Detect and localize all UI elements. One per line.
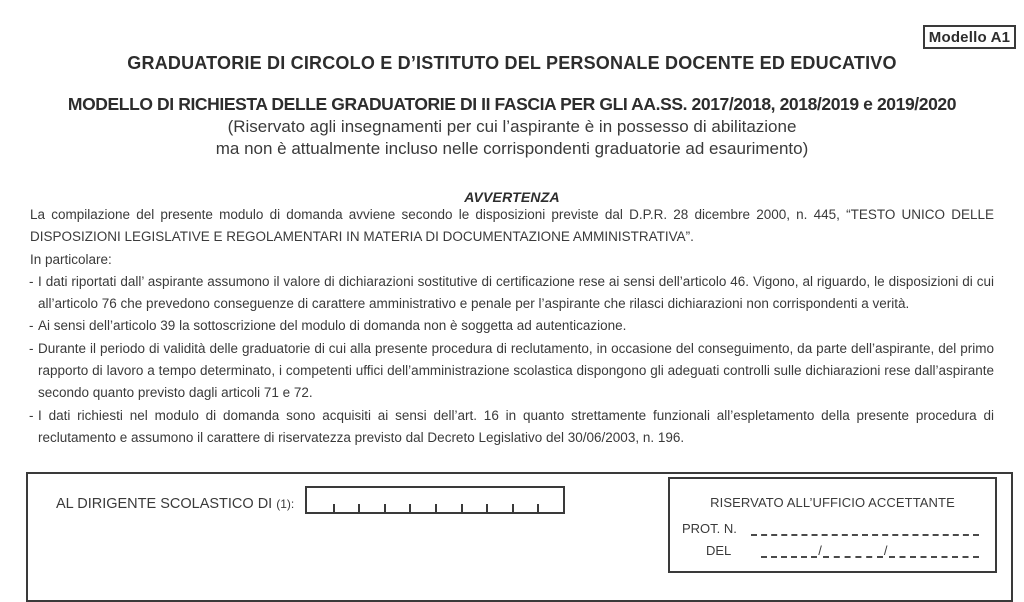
subtitle-note-line1: (Riservato agli insegnamenti per cui l’aspirante è in possesso di abilitazione [227, 117, 797, 136]
prot-n-input[interactable] [751, 523, 979, 536]
bullet-marker: - [29, 340, 34, 356]
del-day-input[interactable] [761, 545, 817, 558]
subtitle-note-line2: ma non è attualmente incluso nelle corrispondenti graduatorie ad esaurimento) [215, 138, 809, 158]
dirigente-scolastico-label [56, 496, 294, 512]
list-item [30, 315, 994, 337]
page-subtitle: MODELLO DI RICHIESTA DELLE GRADUATORIE DI II FASCIA PER GLI AA.SS. 2017/2018, 2018/2019 e 2019/2020 [67, 94, 957, 114]
bullet-text: Ai sensi dell’articolo 39 la sottoscrizione del modulo di domanda non è soggetta ad autenticazione. [38, 318, 627, 334]
comb-tick [409, 504, 411, 512]
comb-tick [333, 504, 335, 512]
dirigente-scolastico-label-text: AL DIRIGENTE SCOLASTICO DI [56, 496, 273, 512]
bullet-text: Durante il periodo di validità delle graduatorie di cui alla presente procedura di reclutamento, in occasione del conseguimento, da parte dell’aspirante, del primo rapporto di lavoro a tempo determinato, i competenti uffici dell’amministrazione scolastica dispongono gli adeguati controlli sulle dichiarazioni rese dall’aspirante secondo quanto previsto dagli articoli 71 e 72. [38, 340, 994, 401]
del-label: DEL [706, 543, 732, 558]
dirigente-footnote-ref: (1): [276, 497, 295, 511]
comb-tick [435, 504, 437, 512]
prot-n-label: PROT. N. [682, 521, 737, 536]
prot-row [682, 521, 979, 536]
avvertenza-in-particolare: In particolare: [30, 251, 112, 267]
office-reserved-title: RISERVATO ALL’UFFICIO ACCETTANTE [710, 495, 955, 510]
list-item [30, 338, 994, 405]
bullet-marker: - [29, 318, 34, 334]
comb-tick [486, 504, 488, 512]
bullet-marker: - [29, 407, 34, 423]
modello-a1-label: Modello A1 [928, 28, 1011, 46]
list-item [30, 271, 994, 316]
del-month-input[interactable] [823, 545, 883, 558]
comb-tick [384, 504, 386, 512]
del-row [682, 543, 979, 558]
avvertenza-bullet-list [30, 271, 994, 449]
bullet-text: I dati richiesti nel modulo di domanda sono acquisiti ai sensi dell’art. 16 in quanto strettamente funzionali all’espletamento della presente procedura di reclutamento e assumono il carattere di riservatezza previsto dal Decreto Legislativo del 30/06/2003, n. 196. [38, 407, 994, 445]
avvertenza-body [30, 204, 994, 449]
page-title: GRADUATORIE DI CIRCOLO E D’ISTITUTO DEL PERSONALE DOCENTE ED EDUCATIVO [127, 53, 897, 73]
avvertenza-heading: AVVERTENZA [464, 189, 560, 205]
avvertenza-intro: La compilazione del presente modulo di domanda avviene secondo le disposizioni previste dal D.P.R. 28 dicembre 2000, n. 445, “TESTO UNICO DELLE DISPOSIZIONI LEGISLATIVE E REGOLAMENTARI IN MATERIA DI DOCUMENTAZIONE AMMINISTRATIVA”. [30, 207, 994, 245]
comb-tick [537, 504, 539, 512]
list-item [30, 405, 994, 450]
modello-a1-badge [923, 25, 1016, 49]
del-year-input[interactable] [889, 545, 979, 558]
bullet-marker: - [29, 273, 34, 289]
dirigente-scolastico-input[interactable] [305, 486, 565, 514]
date-separator: / [883, 543, 888, 558]
office-reserved-box [668, 477, 997, 573]
date-separator: / [818, 543, 822, 558]
bullet-text: I dati riportati dall’ aspirante assumono il valore di dichiarazioni sostitutive di certificazione rese ai sensi dell’articolo 46. Vigono, al riguardo, le disposizioni di cui all’articolo 76 che prevedono conseguenze di carattere amministrativo e penale per l’aspirante che rilasci dichiarazioni non corrispondenti a verità. [38, 273, 994, 312]
comb-tick [461, 504, 463, 512]
subtitle-note [0, 116, 1024, 159]
comb-tick [512, 504, 514, 512]
comb-tick [358, 504, 360, 512]
